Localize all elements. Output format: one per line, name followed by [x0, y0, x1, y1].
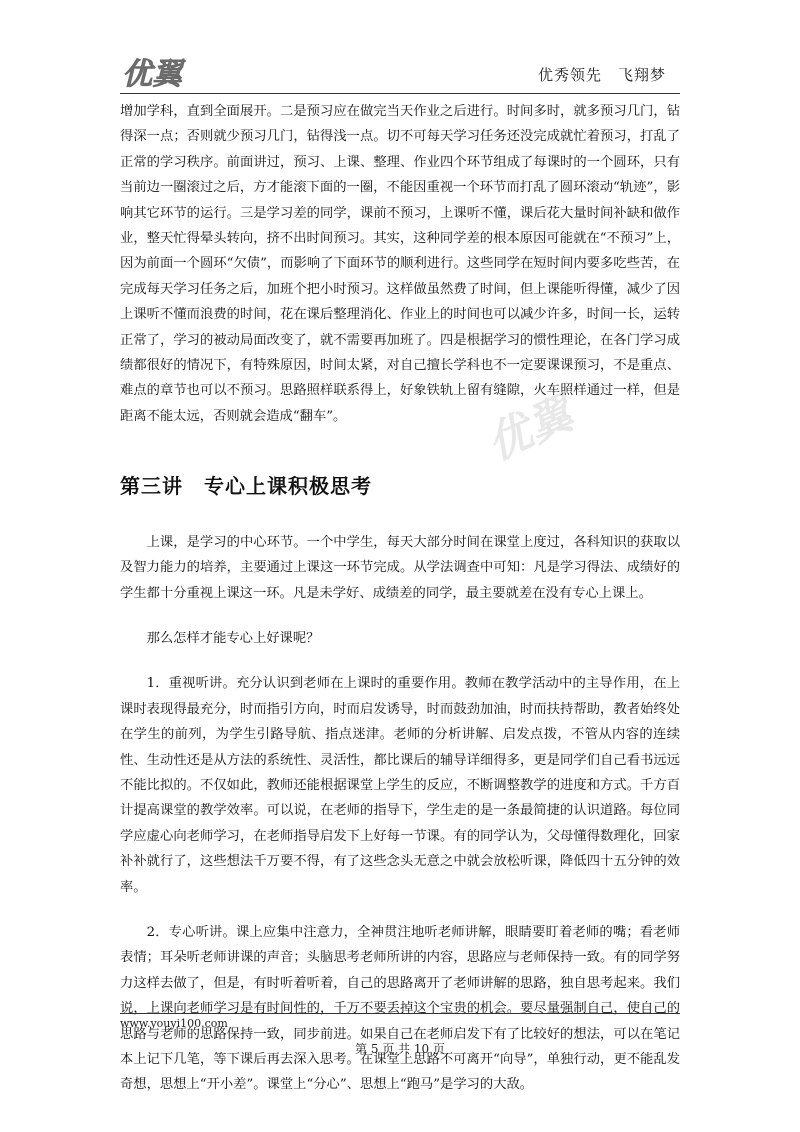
watermark-text: 优翼	[479, 388, 581, 471]
paragraph-continued: 增加学科，直到全面展开。二是预习应在做完当天作业之后进行。时间多时，就多预习几门，钻得深一点；否则就少预习几门，钻得浅一点。切不可每天学习任务还没完成就忙着预习，打乱了正常的学习秩序。前面讲过，预习、上课、整理、作业四个环节组成了每课时的一个圆环，只有当前边一圈滚过之后，方才能滚下面的一圈，不能因重视一个环节而打乱了圆环滚动“轨迹”，影响其它环节的运行。三是学习差的同学，课前不预习，上课听不懂，课后花大量时间补缺和做作业，整天忙得晕头转向，挤不出时间预习。其实，这种同学差的根本原因可能就在“不预习”上，因为前面一个圆环“欠债”，而影响了下面环节的顺利进行。这些同学在短时间内要多吃些苦，在完成每天学习任务之后，加班个把小时预习。这样做虽然费了时间，但上课能听得懂，减少了因上课听不懂而浪费的时间，花在课后整理消化、作业上的时间也可以减少许多，时间一长，运转正常了，学习的被动局面改变了，就不需要再加班了。四是根据学习的惯性理论，在各门学习成绩都很好的情况下，有特殊原因，时间太紧，对自己擅长学科也不一定要课课预习，不是重点、难点的章节也可以不预习。思路照样联系得上，好象铁轨上留有缝隙，火车照样通过一样，但是距离不能太远，否则就会造成“翻车”。	[120, 104, 680, 424]
page-number: 第 5 页 共 10 页	[355, 1042, 445, 1056]
logo-text: 优翼	[122, 57, 182, 90]
paragraph-question: 那么怎样才能专心上好课呢？	[146, 630, 320, 646]
section-title: 第三讲 专心上课积极思考	[120, 474, 372, 499]
header-slogan: 优秀领先 飞翔梦	[537, 66, 666, 84]
document-body	[120, 99, 680, 1098]
youyi-logo	[120, 54, 206, 90]
paragraph-point-1: 1．重视听讲。充分认识到老师在上课时的重要作用。教师在教学活动中的主导作用，在上课时表现得最充分，时而指引方向，时而启发诱导，时而鼓劲加油，时而扶持帮助，教者始终处在学生的前列，为学生引路导航、指点迷津。老师的分析讲解、启发点拨，不管从内容的连续性、生动性还是从方法的系统性、灵活性，都比课后的辅导详细得多，更是同学们自己看书远远不能比拟的。不仅如此，教师还能根据课堂上学生的反应，不断调整教学的进度和方式。千方百计提高课堂的教学效率。可以说，在老师的指导下，学生走的是一条最简捷的认识道路。每位同学应虚心向老师学习，在老师指导启发下上好每一节课。有的同学认为，父母懂得数理化，回家补补就行了，这些想法千万要不得，有了这些念头无意之中就会放松听课，降低四十五分钟的效率。	[120, 676, 680, 895]
footer-divider	[120, 1013, 680, 1014]
paragraph-point-2: 2．专心听讲。课上应集中注意力，全神贯注地听老师讲解，眼睛要盯着老师的嘴；看老师表情；耳朵听老师讲课的声音；头脑思考老师所讲的内容，思路应与老师保持一致。有的同学努力这样去做了，但是，有时听着听着，自己的思路离开了老师讲解的思路，独自思考起来。我们说，上课向老师学习是有时间性的，千万不要丢掉这个宝贵的机会。要尽量强制自己，使自己的思路与老师的思路保持一致，同步前进。如果自己在老师启发下有了比较好的想法，可以在笔记本上记下几笔，等下课后再去深入思考。在课堂上思路不可离开“向导”，单独行动，更不能乱发奇想，思想上“开小差”。课堂上“分心”、思想上“跑马”是学习的大敌。	[120, 924, 680, 1093]
header-divider	[120, 93, 680, 94]
paragraph-intro: 上课，是学习的中心环节。一个中学生，每天大部分时间在课堂上度过，各科知识的获取以及智力能力的培养，主要通过上课这一环节完成。从学法调查中可知：凡是学习得法、成绩好的学生都十分重视上课这一环。凡是未学好、成绩差的同学，最主要就差在没有专心上课上。	[120, 534, 680, 601]
footer-url: www.youyi100.com	[120, 1017, 228, 1030]
page-header	[120, 52, 680, 92]
